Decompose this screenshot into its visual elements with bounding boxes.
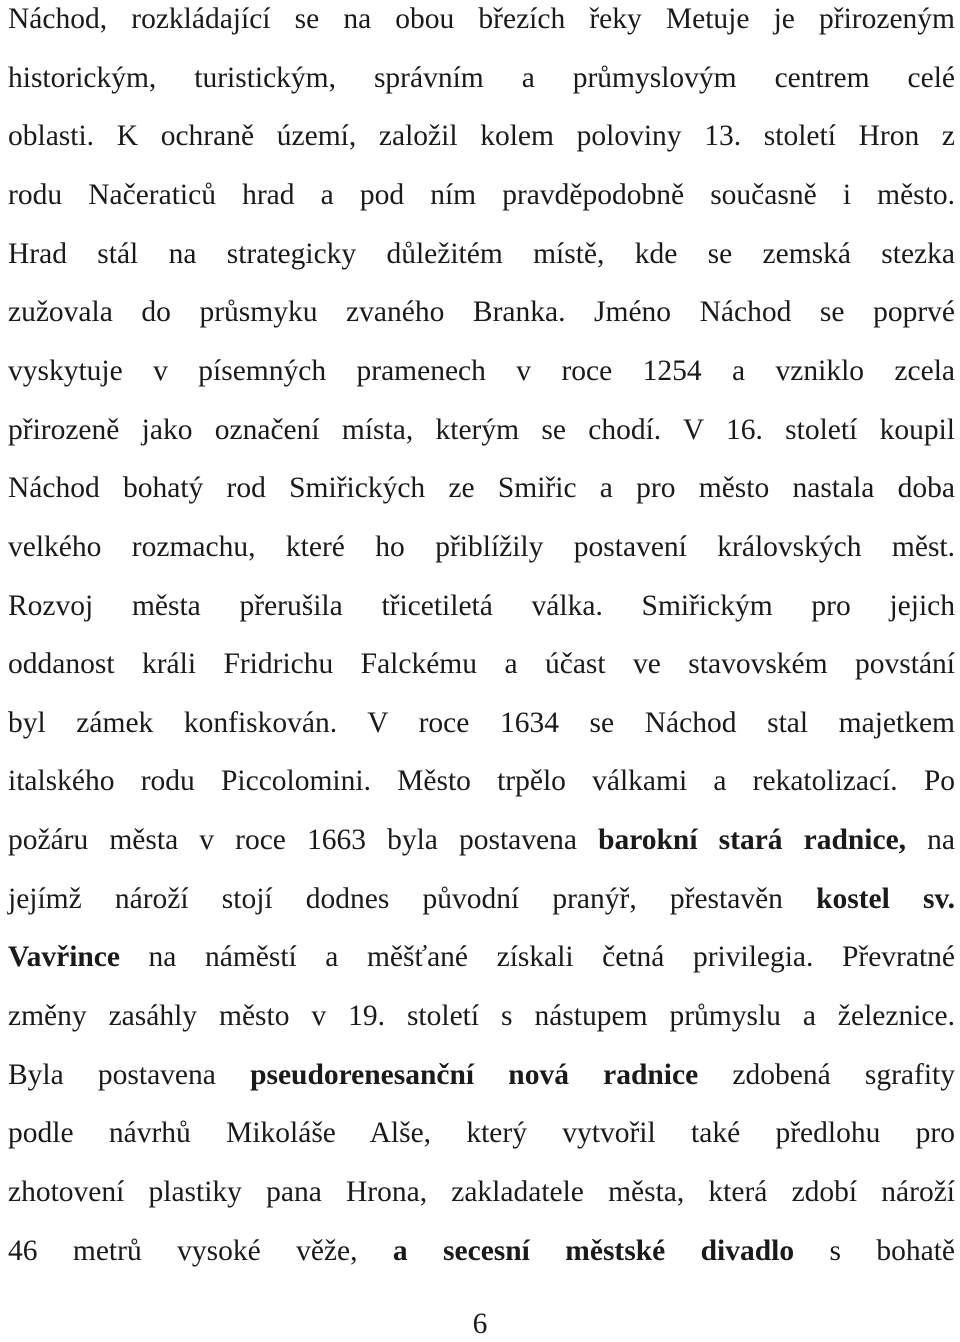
text-line: [8, 353, 955, 389]
text-segment: Byla postavena: [8, 1058, 251, 1091]
text-line: [8, 822, 955, 858]
text-line: [8, 60, 955, 96]
text-segment: přirozeně jako označení místa, kterým se chodí. V 16. století koupil: [8, 413, 955, 446]
text-line: [8, 1115, 955, 1151]
text-line: [8, 1057, 955, 1093]
text-segment: historickým, turistickým, správním a průmyslovým centrem celé: [8, 61, 955, 94]
text-segment: na: [906, 824, 956, 857]
text-line: [8, 1174, 955, 1210]
text-line: [8, 412, 955, 448]
text-segment: s bohatě: [794, 1234, 956, 1267]
bold-text-segment: a secesní městské divadlo: [392, 1234, 795, 1267]
bold-text-segment: pseudorenesanční nová radnice: [250, 1058, 699, 1091]
text-line: [8, 294, 955, 330]
text-segment: požáru města v roce 1663 byla postavena: [8, 824, 599, 857]
text-line: [8, 1233, 955, 1269]
text-segment: Náchod, rozkládající se na obou březích řeky Metuje je přirozeným: [8, 3, 955, 35]
text-line: [8, 763, 955, 799]
text-segment: italského rodu Piccolomini. Město trpělo válkami a rekatolizací. Po: [8, 765, 955, 798]
text-segment: podle návrhů Mikoláše Alše, který vytvořil také předlohu pro: [8, 1117, 955, 1150]
text-segment: na náměstí a měšťané získali četná privilegia. Převratné: [119, 941, 955, 974]
text-line: [8, 529, 955, 565]
text-line: [8, 118, 955, 154]
text-line: [8, 881, 955, 917]
text-line: [8, 705, 955, 741]
page-number: 6: [472, 1308, 488, 1340]
text-segment: byl zámek konfiskován. V roce 1634 se Náchod stal majetkem: [8, 706, 955, 739]
text-segment: jejímž nároží stojí dodnes původní pranýř, přestavěn: [8, 882, 817, 915]
text-line: [8, 470, 955, 506]
text-line: [8, 177, 955, 213]
text-segment: oblasti. K ochraně území, založil kolem poloviny 13. století Hron z: [8, 120, 955, 153]
text-segment: velkého rozmachu, které ho přiblížily postavení královských měst.: [8, 530, 955, 563]
text-segment: Rozvoj města přerušila třicetiletá válka. Smiřickým pro jejich: [8, 589, 955, 622]
text-line: [8, 998, 955, 1034]
text-segment: zužovala do průsmyku zvaného Branka. Jméno Náchod se poprvé: [8, 296, 955, 329]
text-segment: zdobená sgrafity: [698, 1058, 955, 1091]
text-segment: zhotovení plastiky pana Hrona, zakladatele města, která zdobí nároží: [8, 1176, 955, 1208]
text-line: [8, 646, 955, 682]
text-segment: oddanost králi Fridrichu Falckému a účast ve stavovském povstání: [8, 648, 955, 681]
text-segment: vyskytuje v písemných pramenech v roce 1254 a vzniklo zcela: [8, 354, 955, 387]
text-segment: změny zasáhly město v 19. století s nástupem průmyslu a železnice.: [8, 1000, 955, 1033]
text-line: [8, 588, 955, 624]
bold-text-segment: Vavřince: [8, 941, 120, 974]
text-segment: rodu Načeraticů hrad a pod ním pravděpodobně současně i město.: [8, 178, 955, 211]
bold-text-segment: kostel sv.: [816, 882, 955, 915]
text-segment: Náchod bohatý rod Smiřických ze Smiřic a pro město nastala doba: [8, 472, 955, 505]
text-segment: 46 metrů vysoké věže,: [8, 1234, 393, 1267]
text-line: [8, 939, 955, 975]
bold-text-segment: barokní stará radnice,: [598, 824, 907, 857]
text-segment: Hrad stál na strategicky důležitém místě, kde se zemská stezka: [8, 237, 955, 270]
text-line: [8, 236, 955, 272]
text-line: [8, 1, 955, 37]
